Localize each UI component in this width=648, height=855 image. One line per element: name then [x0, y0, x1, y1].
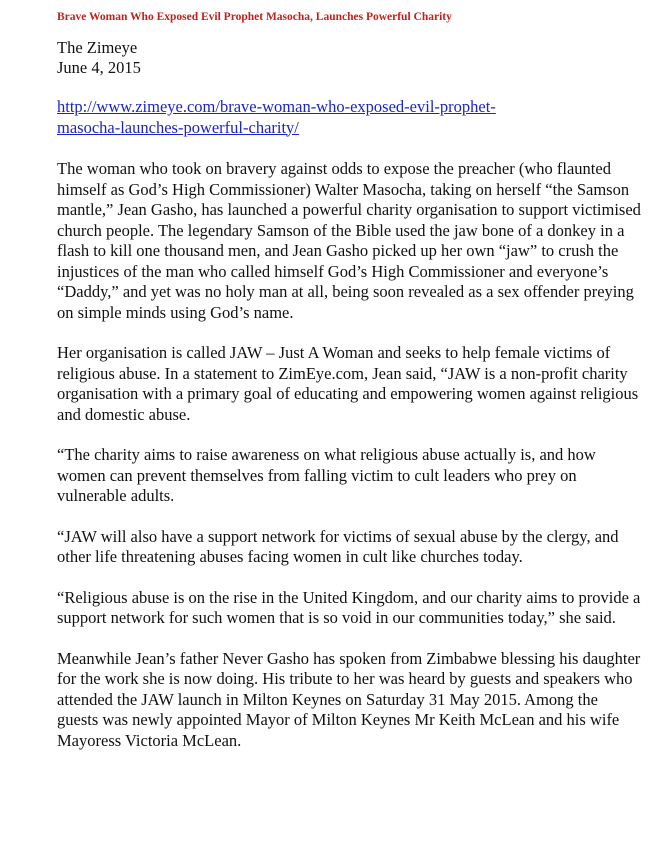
paragraph-4: “JAW will also have a support network for victims of sexual abuse by the clergy, and other life threatening abuses facing women in cult like churches today. [57, 526, 619, 566]
article-date: June 4, 2015 [57, 58, 141, 77]
article-meta [57, 38, 642, 78]
paragraph-5: “Religious abuse is on the rise in the United Kingdom, and our charity aims to provide a support network for such women that is so void in our communities today,” she said. [57, 587, 641, 627]
document-page [57, 9, 642, 771]
article-url-link[interactable]: http://www.zimeye.com/brave-woman-who-exposed-evil-prophet-masocha-launches-powerful-charity/ [57, 97, 496, 137]
paragraph-3: “The charity aims to raise awareness on what religious abuse actually is, and how women can prevent themselves from falling victim to cult leaders who prey on vulnerable adults. [57, 445, 596, 505]
article-source: The Zimeye [57, 38, 138, 57]
paragraph-2: Her organisation is called JAW – Just A Woman and seeks to help female victims of religious abuse. In a statement to ZimEye.com, Jean said, “JAW is a non-profit charity organisation with a primary goal of educating and empowering women against religious and domestic abuse. [57, 343, 639, 424]
paragraph-6: Meanwhile Jean’s father Never Gasho has spoken from Zimbabwe blessing his daughter for the work she is now doing. His tribute to her was heard by guests and speakers who attended the JAW launch in Milton Keynes on Saturday 31 May 2015. Among the guests was newly appointed Mayor of Milton Keynes Mr Keith McLean and his wife Mayoress Victoria McLean. [57, 648, 641, 750]
paragraph-1: The woman who took on bravery against odds to expose the preacher (who flaunted himself as God’s High Commissioner) Walter Masocha, taking on herself “the Samson mantle,” Jean Gasho, has launched a powerful charity organisation to support victimised church people. The legendary Samson of the Bible used the jaw bone of a donkey in a flash to kill one thousand men, and Jean Gasho picked up her own “jaw” to crush the injustices of the man who called himself God’s High Commissioner and everyone’s “Daddy,” and yet was no holy man at all, being soon revealed as a sex offender preying on simple minds using God’s name. [57, 159, 641, 322]
article-headline: Brave Woman Who Exposed Evil Prophet Masocha, Launches Powerful Charity [57, 11, 452, 23]
